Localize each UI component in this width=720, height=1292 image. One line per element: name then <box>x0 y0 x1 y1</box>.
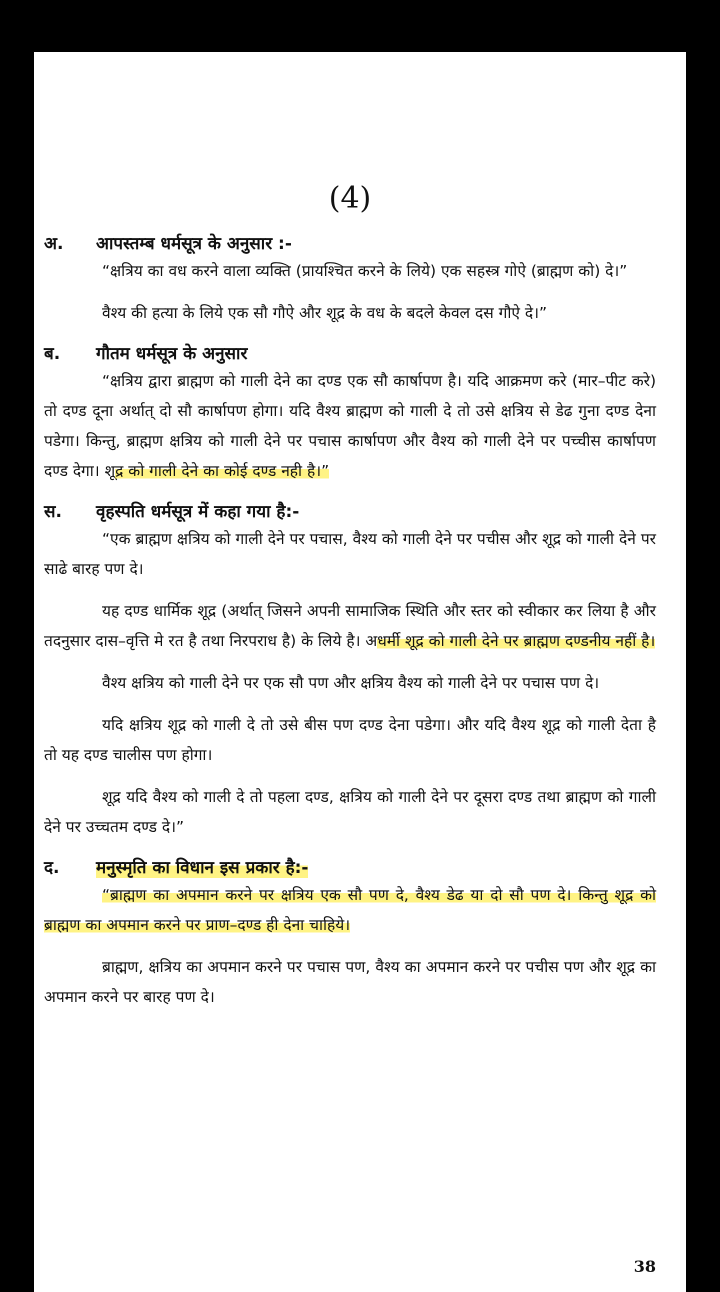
section-title: वृहस्पति धर्मसूत्र में कहा गया है:- <box>96 502 300 522</box>
section-title: मनुस्मृति का विधान इस प्रकार है:- <box>96 858 309 878</box>
paragraph: “एक ब्राह्मण क्षत्रिय को गाली देने पर पचास, वैश्य को गाली देने पर पचीस और शूद्र को गाली देने पर साढे बारह पण दे। <box>44 530 656 578</box>
section-marker: ब. <box>44 344 61 364</box>
paragraph <box>44 880 656 940</box>
paragraph: वैश्य की हत्या के लिये एक सौ गौऐ और शूद्र के वध के बदले केवल दस गौऐ दे।” <box>102 304 548 322</box>
paragraph: यदि क्षत्रिय शूद्र को गाली दे तो उसे बीस पण दण्ड देना पडेगा। और यदि वैश्य शूद्र को गाली देता है तो यह दण्ड चालीस पण होगा। <box>44 716 656 764</box>
paragraph: “क्षत्रिय का वध करने वाला व्यक्ति (प्रायश्चित करने के लिये) एक सहस्त्र गोऐ (ब्राह्मण को) दे।” <box>102 262 628 280</box>
paragraph: वैश्य क्षत्रिय को गाली देने पर एक सौ पण और क्षत्रिय वैश्य को गाली देने पर पचास पण दे। <box>102 674 600 692</box>
section-marker: द. <box>44 858 60 878</box>
highlighted-text: धर्मी शूद्र को गाली देने पर ब्राह्मण दण्डनीय नहीं है। <box>377 632 656 650</box>
document-page <box>34 52 686 1292</box>
section-marker: अ. <box>44 234 64 254</box>
section-heading-vrihaspati <box>44 500 656 524</box>
highlighted-text: “ब्राह्मण का अपमान करने पर क्षत्रिय एक सौ पण दे, वैश्य डेढ या दो सौ पण दे। किन्तु शूद्र को ब्राह्मण का अपमान करने पर प्राण–दण्ड ही देना चाहिये। <box>44 886 656 934</box>
page-heading: (4) <box>328 181 372 216</box>
page-number: 38 <box>633 1257 656 1276</box>
section-heading-manusmriti <box>44 856 656 880</box>
paragraph-text: यह दण्ड धार्मिक शूद्र (अर्थात् जिसने अपनी सामाजिक स्थिति और स्तर को स्वीकार कर लिया है और तदनुसार दास–वृत्ति मे रत है तथा निरपराध है) के लिये है। अ <box>44 602 656 650</box>
paragraph: शूद्र यदि वैश्य को गाली दे तो पहला दण्ड, क्षत्रिय को गाली देने पर दूसरा दण्ड तथा ब्राह्मण को गाली देने पर उच्चतम दण्ड दे।” <box>44 788 656 836</box>
paragraph: ब्राह्मण, क्षत्रिय का अपमान करने पर पचास पण, वैश्य का अपमान करने पर पचीस पण और शूद्र का अपमान करने पर बारह पण दे। <box>44 958 656 1006</box>
section-title: गौतम धर्मसूत्र के अनुसार <box>96 344 248 364</box>
paragraph-text: “क्षत्रिय द्वारा ब्राह्मण को गाली देने का दण्ड एक सौ कार्षापण है। यदि आक्रमण करे (मार–पीट करे) तो दण्ड दूना अर्थात् दो सौ कार्षापण होगा। यदि वैश्य ब्राह्मण को गाली दे तो उसे क्षत्रिय से डेढ गुना दण्ड देना पडेगा। किन्तु, ब्राह्मण क्षत्रिय को गाली देने पर पचास कार्षापण और वैश्य को गाली देने पर पच्चीस कार्षापण दण्ड देगा। शू <box>44 372 656 480</box>
section-marker: स. <box>44 502 62 522</box>
paragraph <box>44 366 656 486</box>
section-heading-gautam <box>44 342 656 366</box>
paragraph <box>44 596 656 656</box>
highlighted-text: द्र को गाली देने का कोई दण्ड नही है।” <box>115 462 330 480</box>
section-title: आपस्तम्ब धर्मसूत्र के अनुसार :- <box>96 234 292 254</box>
section-heading-apastamba <box>44 232 656 256</box>
